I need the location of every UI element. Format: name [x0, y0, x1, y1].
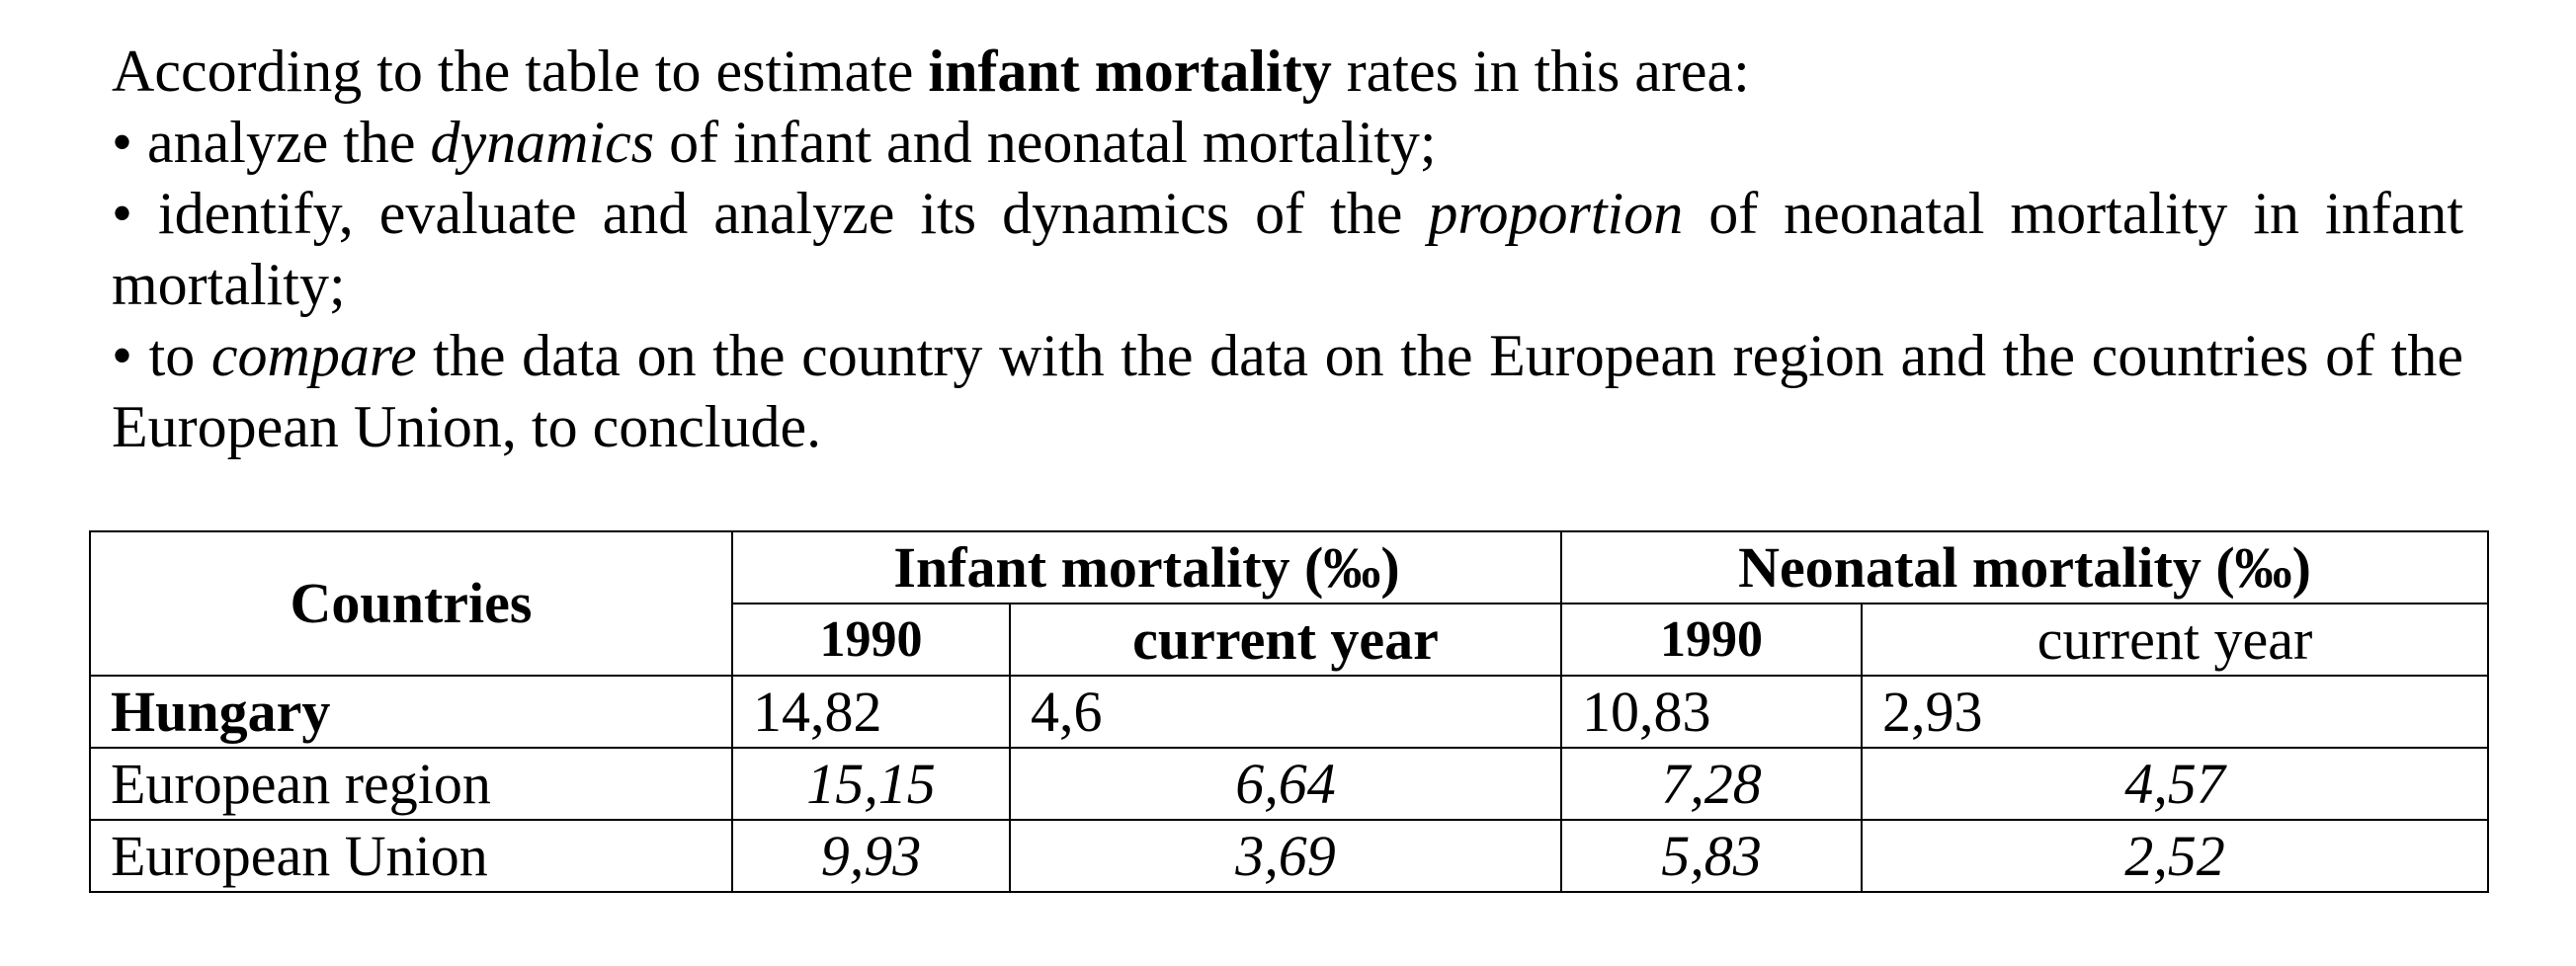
header-neonatal-current-year: current year — [1862, 604, 2488, 676]
header-infant-1990: 1990 — [732, 604, 1010, 676]
header-neonatal-1990: 1990 — [1561, 604, 1862, 676]
bullet-proportion — [112, 178, 2463, 320]
infant-current-cell: 3,69 — [1010, 820, 1561, 892]
intro-line — [112, 36, 2463, 107]
table-row — [90, 820, 2488, 892]
neonatal-1990-cell: 7,28 — [1561, 748, 1862, 820]
bullet2-italic: proportion — [1428, 181, 1684, 246]
intro-bold-term: infant mortality — [928, 39, 1332, 104]
intro-suffix: rates in this area: — [1331, 39, 1750, 104]
bullet3-italic: compare — [210, 323, 417, 388]
bullet1-suffix: of infant and neonatal mortality; — [654, 110, 1437, 175]
header-countries: Countries — [90, 531, 732, 676]
neonatal-1990-cell: 5,83 — [1561, 820, 1862, 892]
table-row — [90, 676, 2488, 748]
header-infant-mortality: Infant mortality (‰) — [732, 531, 1561, 604]
neonatal-current-cell: 2,93 — [1862, 676, 2488, 748]
country-cell: European region — [90, 748, 732, 820]
bullet2-prefix: • identify, evaluate and analyze its dynamics of the — [112, 181, 1429, 246]
infant-current-cell: 4,6 — [1010, 676, 1561, 748]
bullet3-suffix: the data on the country with the data on the European region and the countries of the European Union, to conclude. — [112, 323, 2463, 459]
country-cell: European Union — [90, 820, 732, 892]
table-row — [90, 748, 2488, 820]
country-cell: Hungary — [90, 676, 732, 748]
bullet3-prefix: • to — [112, 323, 211, 388]
infant-1990-cell: 9,93 — [732, 820, 1010, 892]
bullet-compare — [112, 320, 2463, 462]
table-header-row-1 — [90, 531, 2488, 604]
bullet1-italic: dynamics — [430, 110, 655, 175]
intro-prefix: According to the table to estimate — [112, 39, 929, 104]
mortality-table — [89, 530, 2489, 893]
bullet1-prefix: • analyze the — [112, 110, 431, 175]
header-infant-current-year: current year — [1010, 604, 1561, 676]
neonatal-1990-cell: 10,83 — [1561, 676, 1862, 748]
infant-current-cell: 6,64 — [1010, 748, 1561, 820]
header-neonatal-mortality: Neonatal mortality (‰) — [1561, 531, 2488, 604]
task-instructions — [112, 36, 2463, 462]
neonatal-current-cell: 2,52 — [1862, 820, 2488, 892]
neonatal-current-cell: 4,57 — [1862, 748, 2488, 820]
infant-1990-cell: 14,82 — [732, 676, 1010, 748]
bullet-dynamics — [112, 107, 2463, 178]
bullet2-suffix: of neonatal mortality in infant mortality; — [112, 181, 2463, 317]
infant-1990-cell: 15,15 — [732, 748, 1010, 820]
